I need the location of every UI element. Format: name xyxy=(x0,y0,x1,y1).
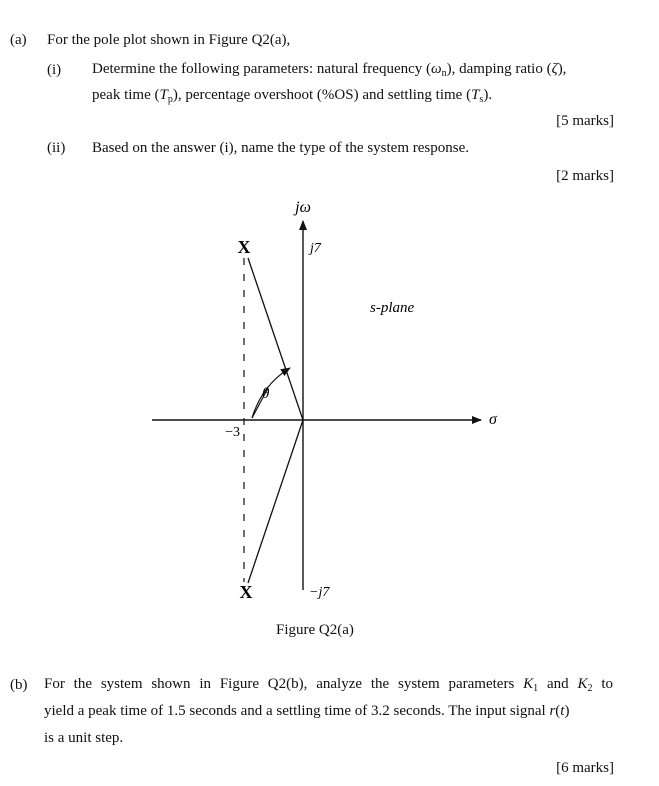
sigma-axis-label: σ xyxy=(489,411,497,428)
lower-pole-marker: X xyxy=(239,582,253,602)
upper-pole-marker: X xyxy=(237,237,251,257)
jw-axis-label: jω xyxy=(295,199,311,216)
question-i-marks: [5 marks] xyxy=(556,113,614,129)
theta-arc xyxy=(252,368,290,418)
question-ii-marks: [2 marks] xyxy=(556,168,614,184)
question-ii-label: (ii) xyxy=(47,140,66,156)
lower-pole-value: −j7 xyxy=(309,585,330,600)
part-b-marks: [6 marks] xyxy=(556,760,614,776)
real-part-value: −3 xyxy=(225,425,240,440)
theta-label: θ xyxy=(262,386,270,402)
lower-pole-ray xyxy=(248,420,303,583)
part-a-intro: For the pole plot shown in Figure Q2(a), xyxy=(47,32,291,48)
upper-pole-value: j7 xyxy=(310,241,321,256)
part-b-label: (b) xyxy=(10,677,28,693)
question-i-text: Determine the following parameters: natural frequency $(\omega_n)$, damping ratio (ζ), peak time $(T_p)$, percentage overshoot (%OS) and settling time $(T_s)$. xyxy=(92,61,567,105)
s-plane-label: s-plane xyxy=(370,300,415,316)
question-i-label: (i) xyxy=(47,62,62,78)
part-a-label: (a) xyxy=(10,32,27,48)
part-b-text: For the system shown in Figure Q2(b), analyze the system parameters $K_1$ and $K_2$ to yield a peak time of 1.5 seconds and a settling time of 3.2 seconds. The input signal r(t) is a unit step. xyxy=(44,676,613,746)
question-ii-text: Based on the answer (i), name the type of the system response. xyxy=(92,140,469,156)
upper-pole-ray xyxy=(248,258,303,420)
figure-caption: Figure Q2(a) xyxy=(276,622,354,638)
